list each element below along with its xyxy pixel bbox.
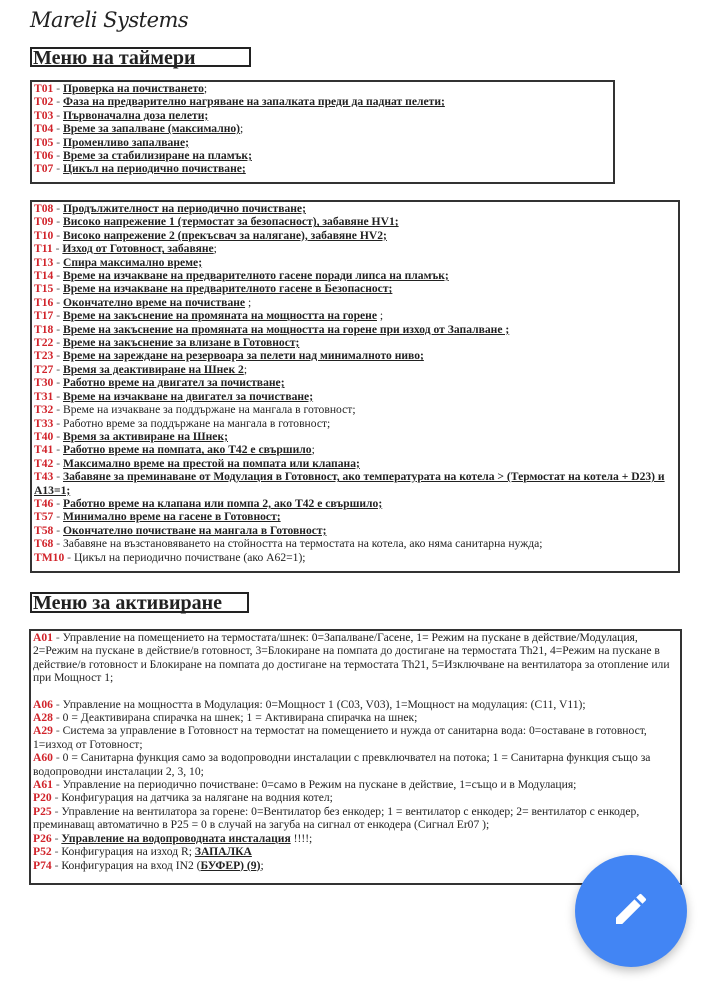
timer-description: Спира максимално време; [63,255,203,269]
activation-section-title: Меню за активиране [30,592,249,613]
list-item-t43: T43 - Забавяне за преминаване от Модулация в Готовност, ако температурата на котела > (Термостат на котела + D23) и A13=1; [34,470,665,497]
param-description: Управление на вентилатора за горене: 0=Вентилатор без енкодер; 1 = вентилатор с енкодер; 2= вентилатор с енкодер, преминаващ автоматично в P25 = 0 в случай на загуба на сигнал от енкодера (Сигнал Er07 ); [33,804,640,832]
timer-description: Цикъл на периодично почистване; [63,162,246,176]
list-item-t14: T14 - Време на изчакване на предварителното гасене поради липса на пламък; [34,269,449,283]
timer-code: T05 [34,135,54,149]
timer-code: T41 [34,443,54,457]
timer-code: T09 [34,215,54,229]
timer-description: Време на зареждане на резервоара за пелети над минималното ниво; [63,349,424,363]
list-item-t31: T31 - Време на изчакване на двигател за почистване; [34,389,314,403]
timer-code: T17 [34,309,54,323]
list-item-t11: T11 - Изход от Готовност, забавяне; [34,242,217,256]
list-item-t02: T02 - Фаза на предварително нагряване на запалката преди да паднат пелети; [34,95,445,109]
timer-description: Време на изчакване на предварителното гасене поради липса на пламък; [63,269,449,283]
timer-code: T27 [34,362,54,376]
timer-code: T23 [34,349,54,363]
param-description: Управление на периодично почистване: 0=само в Режим на пускане в действие, 1=също и в Модулация; [62,778,577,792]
list-item-a61: A61 - Управление на периодично почистване: 0=само в Режим на пускане в действие, 1=също и в Модулация; [33,778,577,792]
timer-code: T32 [34,403,54,417]
param-text: Конфигурация на изход R; [61,845,195,859]
param-code: A61 [33,778,53,792]
timer-code: T68 [34,537,54,551]
list-item-t01: T01 - Проверка на почистването; [34,82,208,95]
timer-description: Время за деактивиране на Шнек 2 [63,362,244,376]
timer-code: T01 [34,82,54,95]
timer-description: Забавяне на възстановяването на стойността на термостата на котела, ако няма санитарна нужда; [63,537,543,551]
list-item-t18: T18 - Време на закъснение на промяната на мощността на горене при изход от Запалване ; [34,322,510,336]
brand-logo: Mareli Systems [30,8,189,32]
pencil-icon [611,889,651,934]
list-item-a06: A06 - Управление на мощността в Модулация: 0=Мощност 1 (C03, V03), 1=Мощност на модулация: (C11, V11); [33,697,586,711]
timer-description: Променливо запалване; [63,135,189,149]
timers-group-1 [30,80,615,184]
timer-description: Фаза на предварително нагряване на запалката преди да паднат пелети; [63,95,445,109]
timer-description: Время за активиране на Шнек; [63,429,228,443]
list-item-a28: A28 - 0 = Деактивирана спирачка на шнек; 1 = Активирана спирачка на шнек; [33,711,418,725]
param-code: A06 [33,697,53,711]
timer-description: Време за стабилизиране на пламък; [63,149,252,163]
timer-description: Време на закъснение за влизане в Готовност; [63,336,300,350]
param-code: A28 [33,711,53,725]
list-item-t06: T06 - Време за стабилизиране на пламък; [34,149,252,163]
timer-code: T31 [34,389,54,403]
param-description: Управление на мощността в Модулация: 0=Мощност 1 (C03, V03), 1=Мощност на модулация: (C11, V11); [62,697,586,711]
timer-description: Време на изчакване на предварителното гасене в Безопасност; [63,282,393,296]
timer-code: T10 [34,228,54,242]
timer-description: Максимално време на престой на помпата или клапана; [63,456,360,470]
timer-code: T40 [34,429,54,443]
list-item-t09: T09 - Високо напрежение 1 (термостат за безопасност), забавяне HV1; [34,215,399,229]
timer-description: Работно време на клапана или помпа 2, ако T42 е свършило; [63,496,383,510]
list-item-t22: T22 - Време на закъснение за влизане в Готовност; [34,336,300,350]
timer-description: Време за запалване (максимално) [63,122,241,136]
timer-description: Минимално време на гасене в Готовност; [63,510,281,524]
list-item-p74: P74 - Конфигурация на вход IN2 (БУФЕР) (9); [33,858,264,872]
list-item-a01: A01 - Управление на помещението на термостата/шнек: 0=Запалване/Гасене, 1= Режим на пускане в действие/Модулация, 2=Режим на пускане в действие/в готовност, 3=Блокиране на помпата до достигане на термостата Th21, 4=Режим на пускане в действие/в готовност и Блокиране на помпата до достигане на термостата Th21, 5=Изключване на вентилатора за отопление или при Мощност 1; [33,631,670,685]
timer-description: Високо напрежение 2 (прекъсвач за налягане), забавяне HV2; [63,228,387,242]
list-item-p20: P20 - Конфигурация на датчика за налягане на водния котел; [33,791,333,805]
timer-code: T43 [34,470,54,484]
timer-description: Продължителност на периодично почистване; [63,202,306,215]
param-code: P20 [33,791,52,805]
timer-description: Време на изчакване за поддържане на мангала в готовност; [63,403,356,417]
list-item-a60: A60 - 0 = Санитарна функция само за водопроводни инсталации с превключвател на потока; 1 = Санитарна функция също за водопроводни инсталации 2, 3, 10; [33,751,651,778]
list-item-t03: T03 - Първоначална доза пелети; [34,108,209,122]
list-item-tm10: TM10 - Цикъл на периодично почистване (ако A62=1); [34,550,306,564]
param-code: A01 [33,631,53,644]
param-code: A60 [33,751,53,765]
timer-description: Работно време на двигател за почистване; [63,376,285,390]
spacer [33,685,678,698]
list-item-t30: T30 - Работно време на двигател за почистване; [34,376,285,390]
list-item-t10: T10 - Високо напрежение 2 (прекъсвач за налягане), забавяне HV2; [34,228,387,242]
list-item-a29: A29 - Система за управление в Готовност на термостат на помещението и нужда от санитарна вода: 0=оставане в готовност, 1=изход от Готовност; [33,724,647,751]
param-description: Управление на помещението на термостата/шнек: 0=Запалване/Гасене, 1= Режим на пускане в действие/Модулация, 2=Режим на пускане в действие/в готовност, 3=Блокиране на помпата до достигане на термостата Th21, 4=Режим на пускане в действие/в готовност и Блокиране на помпата до достигане на термостата Th21, 5=Изключване на вентилатора за отопление или при Мощност 1; [33,631,670,685]
timer-description: Време на изчакване на двигател за почистване; [63,389,314,403]
timer-code: T30 [34,376,54,390]
list-item-t41: T41 - Работно време на помпата, ако T42 е свършило; [34,443,315,457]
list-item-t07: T07 - Цикъл на периодично почистване; [34,162,246,176]
edit-fab-button[interactable] [575,855,687,967]
timer-description: Цикъл на периодично почистване (ако A62=1); [73,550,306,564]
param-description: 0 = Санитарна функция само за водопроводни инсталации с превключвател на потока; 1 = Санитарна функция също за водопроводни инсталации 2, 3, 10; [33,751,651,778]
param-description: Конфигурация на датчика за налягане на водния котел; [61,791,333,805]
list-item-t16: T16 - Окончателно време на почистване ; [34,295,252,309]
list-item-t46: T46 - Работно време на клапана или помпа 2, ако T42 е свършило; [34,496,383,510]
list-item-t04: T04 - Време за запалване (максимално); [34,122,244,136]
timer-description: Проверка на почистването [63,82,204,95]
list-item-t33: T33 - Работно време за поддържане на мангала в готовност; [34,416,331,430]
timer-code: T18 [34,322,54,336]
list-item-t32: T32 - Време на изчакване за поддържане на мангала в готовност; [34,403,356,417]
timer-description: Изход от Готовност, забавяне [62,242,214,256]
list-item-t57: T57 - Минимално време на гасене в Готовност; [34,510,281,524]
param-text: Управление на водопроводната инсталация [61,831,291,845]
timer-code: T33 [34,416,54,430]
param-description: 0 = Деактивирана спирачка на шнек; 1 = Активирана спирачка на шнек; [62,711,418,725]
list-item-t05: T05 - Променливо запалване; [34,135,189,149]
list-item-t15: T15 - Време на изчакване на предварителното гасене в Безопасност; [34,282,393,296]
activation-list [29,629,682,885]
timer-code: TM10 [34,550,65,564]
param-code: P26 [33,831,52,845]
list-item-p52: P52 - Конфигурация на изход R; ЗАПАЛКА [33,845,252,859]
list-item-t68: T68 - Забавяне на възстановяването на стойността на термостата на котела, ако няма санитарна нужда; [34,537,543,551]
timer-code: T58 [34,523,54,537]
timer-description: Окончателно време на почистване [63,295,246,309]
timer-code: T04 [34,122,54,136]
timer-code: T06 [34,149,54,163]
timer-description: Време на закъснение на промяната на мощността на горене при изход от Запалване ; [63,322,510,336]
timer-code: T57 [34,510,54,524]
param-code: P52 [33,845,52,859]
timer-description: Високо напрежение 1 (термостат за безопасност), забавяне HV1; [63,215,399,229]
param-description: Система за управление в Готовност на термостат на помещението и нужда от санитарна вода: 0=оставане в готовност, 1=изход от Готовност; [33,724,647,751]
timer-description: Време на закъснение на промяната на мощността на горене [63,309,377,323]
list-item-p26: P26 - Управление на водопроводната инсталация !!!!; [33,831,313,845]
timer-code: T03 [34,108,54,122]
list-item-t17: T17 - Време на закъснение на промяната на мощността на горене ; [34,309,384,323]
timer-description: Забавяне за преминаване от Модулация в Готовност, ако температурата на котела > (Термостат на котела + D23) и A13=1; [34,470,665,497]
timer-description: Работно време на помпата, ако T42 е свършило [63,443,312,457]
timers-section-title: Меню на таймери [30,47,251,67]
list-item-t27: T27 - Время за деактивиране на Шнек 2; [34,362,248,376]
timer-description: Първоначална доза пелети; [63,108,209,122]
timer-code: T11 [34,242,53,256]
timer-description: Окончателно почистване на мангала в Готовност; [63,523,327,537]
timers-group-2 [30,200,680,573]
timer-code: T13 [34,255,54,269]
timer-code: T46 [34,496,54,510]
timer-code: T22 [34,336,54,350]
list-item-t13: T13 - Спира максимално време; [34,255,203,269]
list-item-t58: T58 - Окончателно почистване на мангала в Готовност; [34,523,327,537]
list-item-t08: T08 - Продължителност на периодично почистване; [34,202,306,215]
timer-code: T08 [34,202,54,215]
param-code: P74 [33,858,52,872]
timer-code: T07 [34,162,54,176]
param-code: A29 [33,724,53,738]
timer-code: T16 [34,295,54,309]
param-code: P25 [33,804,52,818]
timer-code: T14 [34,269,54,283]
timer-description: Работно време за поддържане на мангала в готовност; [63,416,331,430]
timer-code: T42 [34,456,54,470]
timer-code: T15 [34,282,54,296]
list-item-t23: T23 - Време на зареждане на резервоара за пелети над минималното ниво; [34,349,424,363]
list-item-t40: T40 - Время за активиране на Шнек; [34,429,228,443]
list-item-t42: T42 - Максимално време на престой на помпата или клапана; [34,456,360,470]
param-text: Конфигурация на вход IN2 ( [61,858,201,872]
timer-code: T02 [34,95,54,109]
list-item-p25: P25 - Управление на вентилатора за горене: 0=Вентилатор без енкодер; 1 = вентилатор с енкодер; 2= вентилатор с енкодер, преминаващ автоматично в P25 = 0 в случай на загуба на сигнал от енкодера (Сигнал Er07 ); [33,804,640,832]
